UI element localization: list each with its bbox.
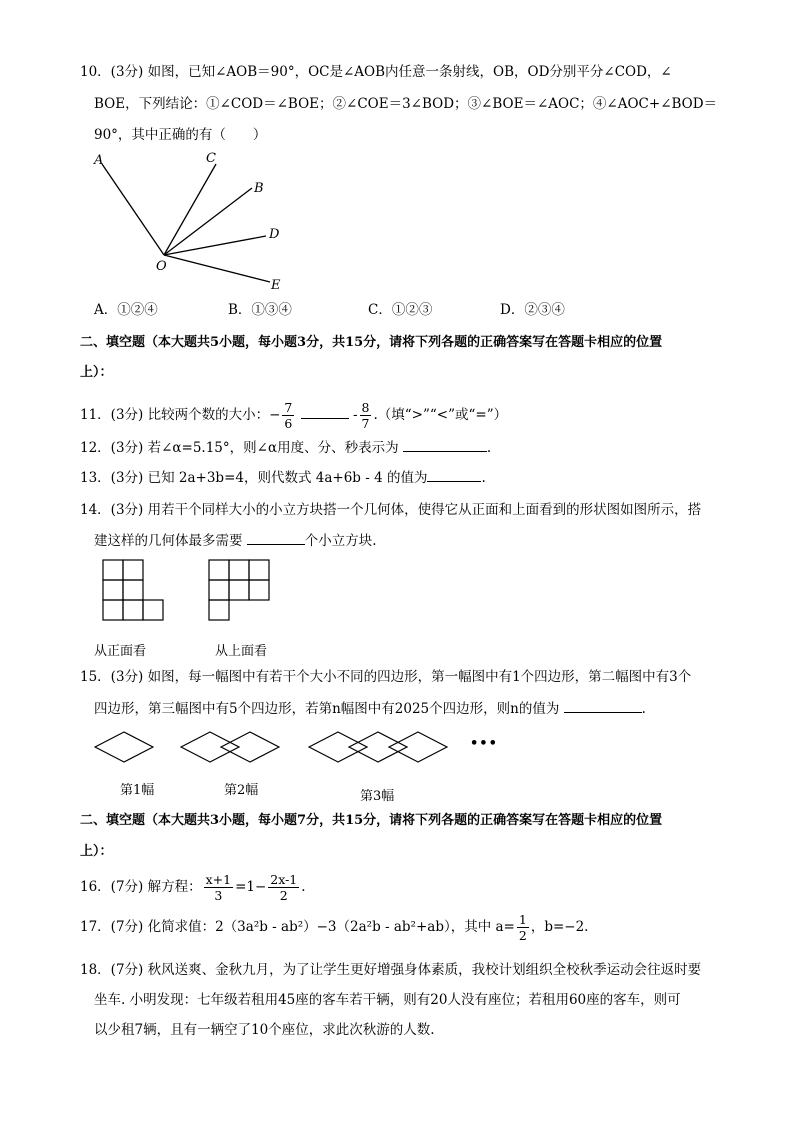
section2-heading-line2: 上）： xyxy=(80,365,113,380)
angle-figure xyxy=(88,148,298,294)
q17-line xyxy=(80,910,588,944)
quadrilateral-pattern-3 xyxy=(308,730,448,764)
q15-answer-blank[interactable] xyxy=(564,712,642,713)
ray-oe xyxy=(164,255,270,282)
q11-prefix: 11．(3分) 比较两个数的大小：− xyxy=(80,407,281,423)
section2-heading-line1: 二、填空题（本大题共5小题，每小题3分，共15分，请将下列各题的正确答案写在答题卡相应的位置 xyxy=(80,335,663,350)
front-view-grid xyxy=(102,559,166,623)
label-b: B xyxy=(254,181,264,196)
q10-option-d[interactable]: D．②③④ xyxy=(500,302,565,318)
q16-fraction-1: $\frac{x+1}{3}$ xyxy=(205,872,232,903)
q15-line1: 15．(3分) 如图，每一幅图中有若干个大小不同的四边形，第一幅图中有1个四边形，第二幅图中有3个 xyxy=(80,669,692,685)
pattern-caption-3: 第3幅 xyxy=(360,789,395,804)
q13-text: 13．(3分) 已知 2a+3b=4，则代数式 4a+6b - 4 的值为 xyxy=(80,470,428,486)
pattern-caption-2: 第2幅 xyxy=(224,783,259,798)
q16-mid: =1− xyxy=(235,879,267,895)
top-view-caption: 从上面看 xyxy=(215,644,268,659)
q11-fraction-2: $\frac{8}{7}$ xyxy=(361,400,370,431)
q16-line xyxy=(80,870,306,904)
q11-answer-blank[interactable] xyxy=(301,418,349,419)
q11-suffix: .（填“>”“<”或“=”） xyxy=(373,407,508,423)
label-c: C xyxy=(206,151,216,166)
q13-answer-blank[interactable] xyxy=(427,481,481,482)
q18-line2: 坐车. 小明发现：七年级若租用45座的客车若干辆，则有20人没有座位；若租用60座的客车，则可 xyxy=(94,992,681,1008)
q17-fraction: $\frac{1}{2}$ xyxy=(518,912,527,943)
q10-option-c[interactable]: C．①②③ xyxy=(368,302,433,318)
q17-suffix: ，b=−2. xyxy=(530,919,589,935)
q13-line xyxy=(80,468,486,488)
q14-line2-pre: 建这样的几何体最多需要 xyxy=(94,533,243,549)
ray-od xyxy=(164,236,266,255)
q16-prefix: 16．(7分) 解方程： xyxy=(80,879,202,895)
q14-line2 xyxy=(94,531,377,551)
q10-line2: BOE，下列结论：①∠COD＝∠BOE；②∠COE＝3∠BOD；③∠BOE＝∠AOC；④∠AOC+∠BOD＝ xyxy=(94,96,718,112)
q14-line1: 14．(3分) 用若干个同样大小的小立方块搭一个几何体，使得它从正面和上面看到的形状图如图所示，搭 xyxy=(80,502,702,518)
q10-option-a[interactable]: A．①②④ xyxy=(94,302,158,318)
q16-fraction-2: $\frac{2x-1}{2}$ xyxy=(270,872,298,903)
ray-oa xyxy=(102,164,164,255)
label-d: D xyxy=(269,227,280,242)
section3-heading-line2: 上）： xyxy=(80,844,113,859)
ray-ob xyxy=(164,188,252,255)
q11-line xyxy=(80,398,507,432)
ray-oc xyxy=(164,164,216,255)
quadrilateral-pattern-1 xyxy=(94,730,154,764)
pattern-caption-1: 第1幅 xyxy=(120,783,155,798)
q10-option-b[interactable]: B．①③④ xyxy=(228,302,292,318)
section3-heading-line1: 二、填空题（本大题共3小题，每小题7分，共15分，请将下列各题的正确答案写在答题卡相应的位置 xyxy=(80,813,663,828)
q12-end: . xyxy=(486,440,492,456)
q18-line3: 以少租7辆，且有一辆空了10个座位，求此次秋游的人数. xyxy=(94,1022,435,1038)
q12-answer-blank[interactable] xyxy=(403,451,487,452)
front-view-caption: 从正面看 xyxy=(94,644,147,659)
pattern-ellipsis: ••• xyxy=(470,736,498,751)
q15-end: . xyxy=(641,701,646,717)
q10-line3: 90°，其中正确的有（ ） xyxy=(94,127,267,143)
q15-line2 xyxy=(94,699,646,719)
q13-end: . xyxy=(481,470,486,486)
q16-end: . xyxy=(301,879,306,895)
q12-line xyxy=(80,438,491,458)
label-o: O xyxy=(156,259,167,274)
quadrilateral-pattern-2 xyxy=(180,730,280,764)
top-view-grid xyxy=(208,559,272,623)
q11-mid: - xyxy=(352,407,358,423)
label-e: E xyxy=(271,278,281,293)
label-a: A xyxy=(94,153,104,168)
q14-answer-blank[interactable] xyxy=(247,544,305,545)
q15-line2-text: 四边形，第三幅图中有5个四边形，若第n幅图中有2025个四边形，则n的值为 xyxy=(94,701,560,717)
q11-fraction-1: $\frac{7}{6}$ xyxy=(284,400,293,431)
q10-line1: 10．(3分) 如图，已知∠AOB＝90°，OC是∠AOB内任意一条射线，OB，OD分别平分∠COD，∠ xyxy=(80,64,672,80)
q17-prefix: 17．(7分) 化简求值：2（3a²b - ab²）−3（2a²b - ab²+ab），其中 a= xyxy=(80,919,515,935)
q14-line2-post: 个小立方块. xyxy=(304,533,377,549)
q18-line1: 18．(7分) 秋风送爽、金秋九月，为了让学生更好增强身体素质，我校计划组织全校秋季运动会往返时要 xyxy=(80,962,702,978)
q12-text: 12．(3分) 若∠α=5.15°，则∠α用度、分、秒表示为 xyxy=(80,440,399,456)
